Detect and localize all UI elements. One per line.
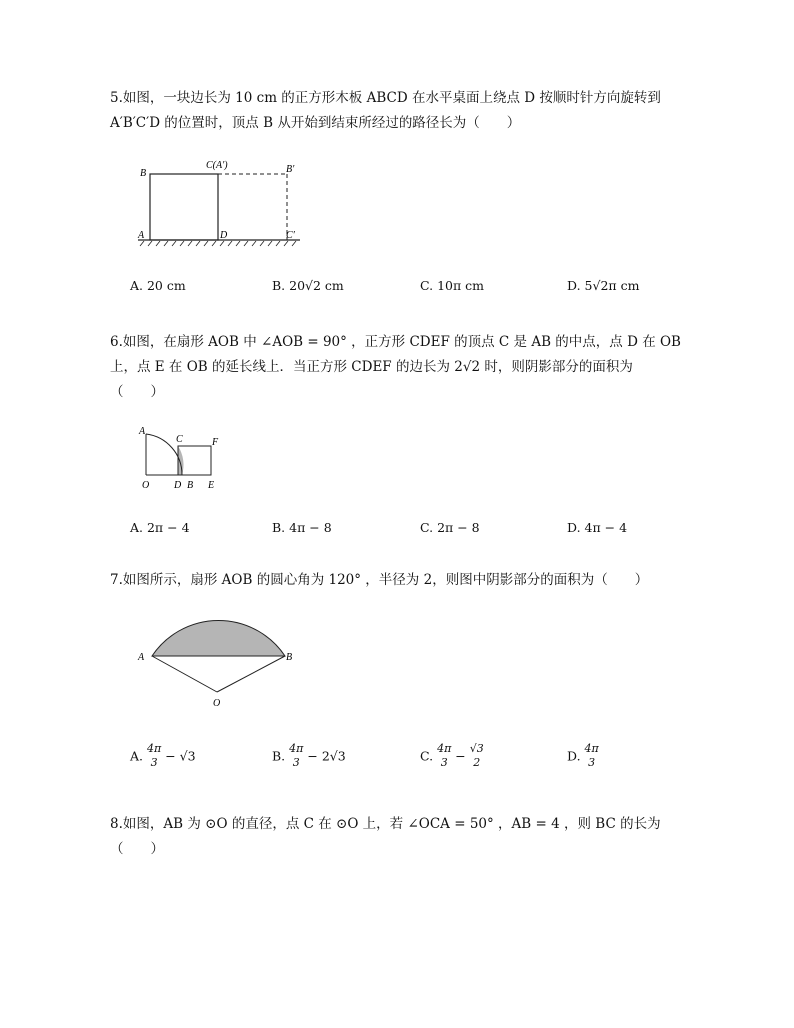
option-C[interactable]: C. 10π cm (420, 278, 485, 293)
option-B[interactable]: B. 4π 3 − 2√3 (272, 742, 346, 769)
option-C[interactable]: C. 4π 3 − √3 2 (420, 742, 484, 769)
label-D: D (220, 230, 228, 241)
question-5-line-1: 5.如图，一块边长为 10 cm 的正方形木板 ABCD 在水平桌面上绕点 D 按顺时针方向旋转到 (110, 90, 661, 106)
question-5 (110, 86, 710, 136)
figure-6-sector-square (135, 422, 235, 492)
option-D[interactable]: D. 4π 3 (567, 742, 599, 769)
option-D[interactable]: D. 5√2π cm (567, 278, 640, 293)
question-7 (110, 568, 710, 593)
label-O: O (213, 698, 221, 709)
label-A: A (138, 230, 145, 241)
label-A: A (139, 426, 146, 437)
label-D: D (174, 480, 182, 491)
label-B-prime: B′ (286, 164, 295, 175)
option-A[interactable]: A. 4π 3 − √3 (130, 742, 196, 769)
label-B: B (140, 168, 147, 179)
label-E: E (208, 480, 215, 491)
question-6-line-3: （ ） (110, 384, 164, 400)
question-8-line-1: 8.如图，AB 为 ⊙O 的直径，点 C 在 ⊙O 上，若 ∠OCA = 50° ，AB = 4 ，则 BC 的长为 (110, 816, 661, 832)
option-D[interactable]: D. 4π − 4 (567, 520, 628, 535)
figure-7-sector-segment (135, 608, 305, 712)
label-C-A-prime: C(A′) (206, 160, 228, 171)
label-O: O (142, 480, 150, 491)
label-B: B (187, 480, 194, 491)
option-B[interactable]: B. 20√2 cm (272, 278, 344, 293)
question-7-line-1: 7.如图所示，扇形 AOB 的圆心角为 120° ，半径为 2，则图中阴影部分的面积为（ ） (110, 572, 649, 588)
label-C-prime: C′ (286, 230, 295, 241)
question-8 (110, 812, 710, 862)
question-8-line-2: （ ） (110, 841, 164, 857)
option-A[interactable]: A. 2π − 4 (130, 520, 190, 535)
label-F: F (212, 437, 219, 448)
figure-5-rotating-square (130, 158, 310, 250)
question-6 (110, 330, 710, 405)
label-B: B (286, 652, 293, 663)
option-A[interactable]: A. 20 cm (130, 278, 186, 293)
option-B[interactable]: B. 4π − 8 (272, 520, 332, 535)
option-C[interactable]: C. 2π − 8 (420, 520, 480, 535)
label-A: A (138, 652, 145, 663)
label-C: C (176, 434, 183, 445)
question-6-line-2: 上，点 E 在 OB 的延长线上．当正方形 CDEF 的边长为 2√2 时，则阴影部分的面积为 (110, 359, 633, 375)
question-5-line-2: A′B′C′D 的位置时，顶点 B 从开始到结束所经过的路径长为（ ） (110, 115, 521, 131)
question-6-line-1: 6.如图，在扇形 AOB 中 ∠AOB = 90° ，正方形 CDEF 的顶点 C 是 AB 的中点，点 D 在 OB (110, 334, 681, 350)
